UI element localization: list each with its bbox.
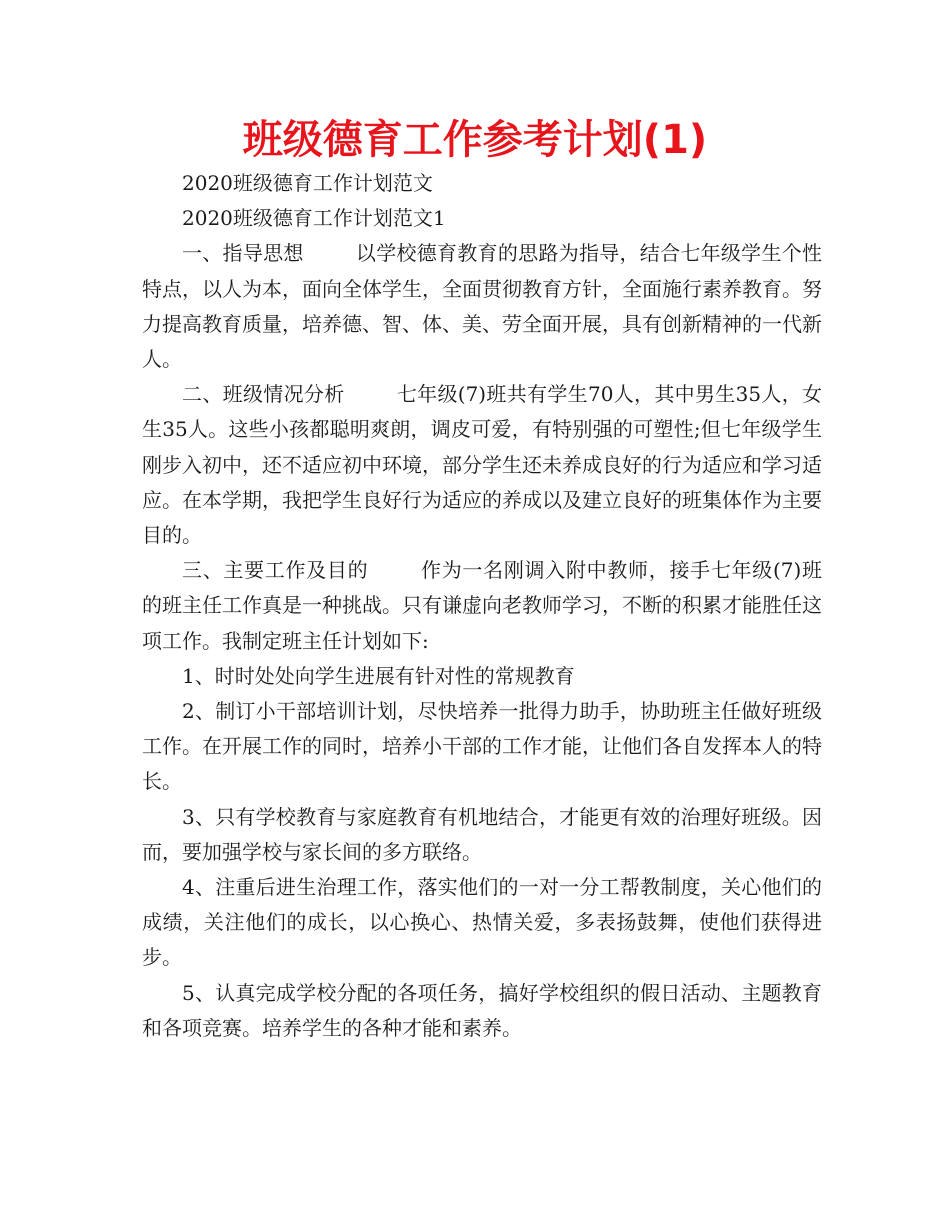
plan-item-1: 1、时时处处向学生进展有针对性的常规教育 xyxy=(182,663,575,688)
plan-item-2: 2、制订小干部培训计划，尽快培养一批得力助手，协助班主任做好班级工作。在开展工作的同时，培养小干部的工作才能，让他们各自发挥本人的特长。 xyxy=(142,699,822,794)
section-text: 作为一名刚调入附中教师，接手七年级(7)班的班主任工作真是一种挑战。只有谦虚向老教师学习，不断的积累才能胜任这项工作。我制定班主任计划如下: xyxy=(142,558,822,653)
document-body xyxy=(142,166,822,1046)
document-title: 班级德育工作参考计划(1) xyxy=(242,117,708,163)
subtitle-line-1: 2020班级德育工作计划范文 xyxy=(182,171,433,195)
plan-item-5: 5、认真完成学校分配的各项任务，搞好学校组织的假日活动、主题教育和各项竞赛。培养学生的各种才能和素养。 xyxy=(142,980,822,1040)
section-main-work xyxy=(142,553,822,659)
subtitle-line-2: 2020班级德育工作计划范文1 xyxy=(182,206,446,231)
section-heading: 一、指导思想 xyxy=(182,241,304,266)
section-heading: 三、主要工作及目的 xyxy=(182,558,369,583)
plan-item-3: 3、只有学校教育与家庭教育有机地结合，才能更有效的治理好班级。因而，要加强学校与家长间的多方联络。 xyxy=(142,804,822,864)
section-heading: 二、班级情况分析 xyxy=(182,382,345,407)
section-text: 以学校德育教育的思路为指导，结合七年级学生个性特点，以人为本，面向全体学生，全面贯彻教育方针，全面施行素养教育。努力提高教育质量，培养德、智、体、美、劳全面开展，具有创新精神的一代新人。 xyxy=(142,241,823,372)
section-class-analysis xyxy=(142,377,822,553)
section-guiding-thought xyxy=(142,236,822,377)
section-text: 七年级(7)班共有学生70人，其中男生35人，女生35人。这些小孩都聪明爽朗，调皮可爱，有特别强的可塑性;但七年级学生刚步入初中，还不适应初中环境，部分学生还未养成良好的行为适应和学习适应。在本学期，我把学生良好行为适应的养成以及建立良好的班集体作为主要目的。 xyxy=(142,382,823,548)
plan-item-4: 4、注重后进生治理工作，落实他们的一对一分工帮教制度，关心他们的成绩，关注他们的成长，以心换心、热情关爱，多表扬鼓舞，使他们获得进步。 xyxy=(142,875,822,970)
